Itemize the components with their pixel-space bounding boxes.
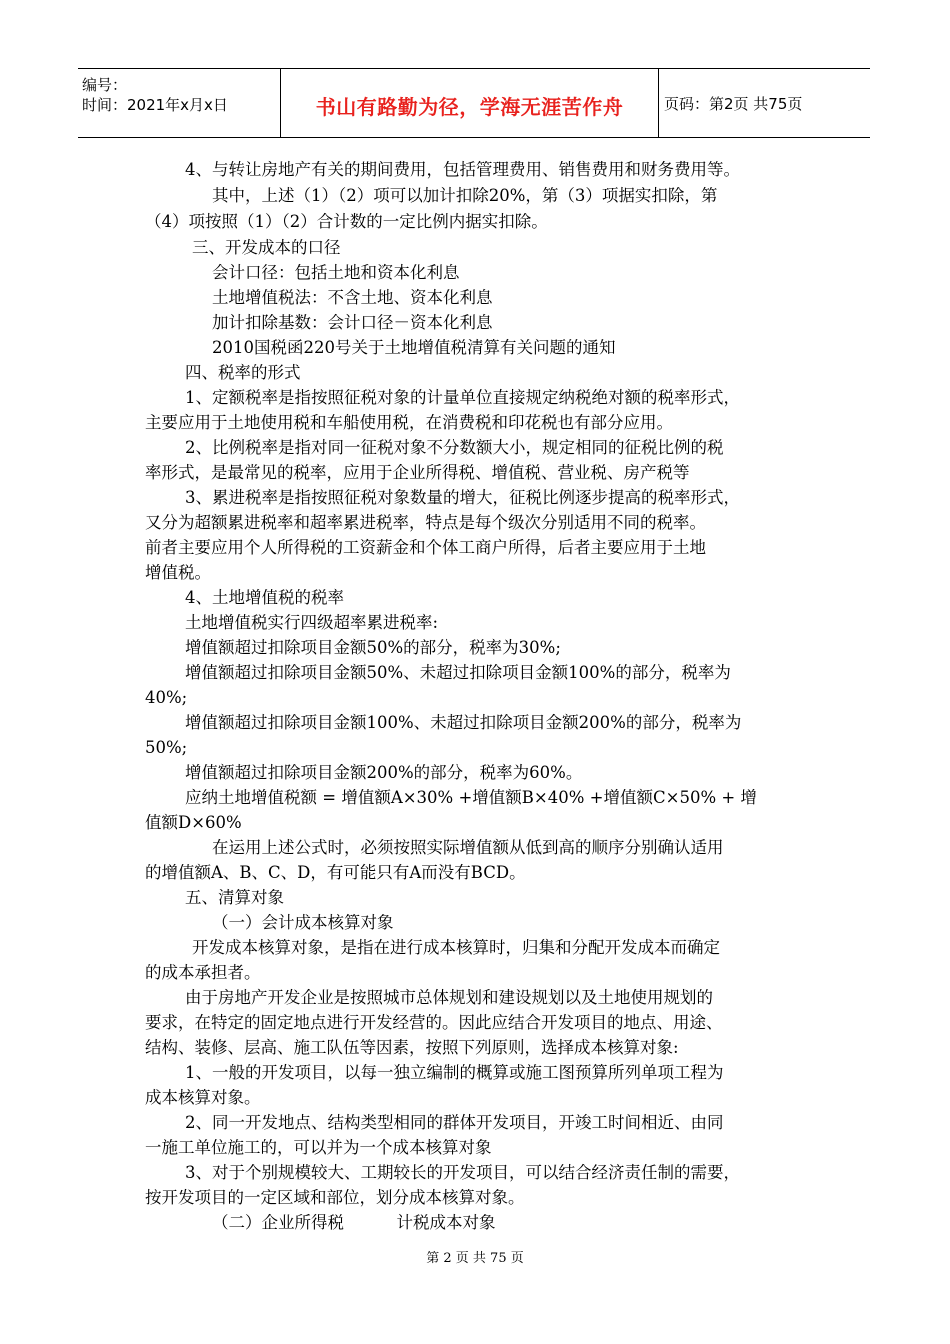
- text-line: 2、同一开发地点、结构类型相同的群体开发项目，开竣工时间相近、由同: [185, 1113, 724, 1132]
- section-heading: 四、税率的形式: [185, 363, 301, 382]
- text-line: 开发成本核算对象，是指在进行成本核算时，归集和分配开发成本而确定: [192, 938, 720, 957]
- text-line: 前者主要应用个人所得税的工资薪金和个体工商户所得，后者主要应用于土地: [145, 538, 706, 557]
- text-line: 由于房地产开发企业是按照城市总体规划和建设规划以及土地使用规划的: [185, 988, 713, 1007]
- text-line: 率形式，是最常见的税率，应用于企业所得税、增值税、营业税、房产税等: [145, 463, 690, 482]
- text-line: 2、比例税率是指对同一征税对象不分数额大小，规定相同的征税比例的税: [185, 438, 724, 457]
- text-line: 50%;: [145, 738, 188, 757]
- text-line: 加计扣除基数：会计口径－资本化利息: [212, 313, 493, 332]
- subsection-heading: （一）会计成本核算对象: [212, 913, 394, 932]
- text-line: 其中，上述（1）（2）项可以加计扣除20%，第（3）项据实扣除，第: [212, 186, 718, 205]
- section-heading: 三、开发成本的口径: [192, 238, 341, 257]
- text-line: 增值额超过扣除项目金额200%的部分，税率为60%。: [185, 763, 583, 782]
- header-meta: [82, 69, 278, 137]
- text-line: 3、累进税率是指按照征税对象数量的增大，征税比例逐步提高的税率形式，: [185, 488, 740, 507]
- text-line: 3、对于个别规模较大、工期较长的开发项目，可以结合经济责任制的需要，: [185, 1163, 740, 1182]
- formula-line: 值额D×60%: [145, 813, 242, 832]
- text-line: 土地增值税法：不含土地、资本化利息: [212, 288, 493, 307]
- text-line: 增值额超过扣除项目金额50%、未超过扣除项目金额100%的部分，税率为: [185, 663, 731, 682]
- text-line: 一施工单位施工的，可以并为一个成本核算对象: [145, 1138, 492, 1157]
- text-line: 增值税。: [145, 563, 211, 582]
- number-label: 编号：: [82, 76, 128, 94]
- text-line: 会计口径：包括土地和资本化利息: [212, 263, 460, 282]
- text-line: 1、一般的开发项目，以每一独立编制的概算或施工图预算所列单项工程为: [185, 1063, 724, 1082]
- subsection-heading: （二）企业所得税 计税成本对象: [212, 1213, 496, 1232]
- header-motto-cell: [280, 69, 659, 137]
- text-line: 按开发项目的一定区域和部位，划分成本核算对象。: [145, 1188, 525, 1207]
- text-line: 增值额超过扣除项目金额50%的部分，税率为30%;: [185, 638, 561, 657]
- text-line: 2010国税函220号关于土地增值税清算有关问题的通知: [212, 338, 616, 357]
- text-line: 土地增值税实行四级超率累进税率:: [185, 613, 439, 632]
- page-footer: 第 2 页 共 75 页: [426, 1251, 524, 1266]
- text-line: 要求，在特定的固定地点进行开发经营的。因此应结合开发项目的地点、用途、: [145, 1013, 723, 1032]
- text-line: 主要应用于土地使用税和车船使用税，在消费税和印花税也有部分应用。: [145, 413, 673, 432]
- text-line: 的成本承担者。: [145, 963, 261, 982]
- page-indicator: 页码：第2页 共75页: [664, 95, 803, 113]
- text-line: 又分为超额累进税率和超率累进税率，特点是每个级次分别适用不同的税率。: [145, 513, 706, 532]
- text-line: 在运用上述公式时，必须按照实际增值额从低到高的顺序分别确认适用: [212, 838, 724, 857]
- section-heading: 4、土地增值税的税率: [185, 588, 344, 607]
- text-line: （4）项按照（1）（2）合计数的一定比例内据实扣除。: [145, 212, 548, 231]
- text-line: 结构、装修、层高、施工队伍等因素，按照下列原则，选择成本核算对象:: [145, 1038, 679, 1057]
- motto-text: 书山有路勤为径，学海无涯苦作舟: [315, 95, 624, 119]
- text-line: 增值额超过扣除项目金额100%、未超过扣除项目金额200%的部分，税率为: [185, 713, 742, 732]
- text-line: 1、定额税率是指按照征税对象的计量单位直接规定纳税绝对额的税率形式，: [185, 388, 740, 407]
- date-line: 时间：2021年x月x日: [82, 96, 228, 114]
- text-line: 4、与转让房地产有关的期间费用，包括管理费用、销售费用和财务费用等。: [185, 160, 740, 179]
- formula-line: 应纳土地增值税额 = 增值额A×30% +增值额B×40% +增值额C×50% + 增: [185, 788, 757, 807]
- text-line: 40%;: [145, 688, 188, 707]
- page-header: [78, 68, 870, 138]
- text-line: 成本核算对象。: [145, 1088, 261, 1107]
- text-line: 的增值额A、B、C、D，有可能只有A而没有BCD。: [145, 863, 526, 882]
- section-heading: 五、清算对象: [185, 888, 284, 907]
